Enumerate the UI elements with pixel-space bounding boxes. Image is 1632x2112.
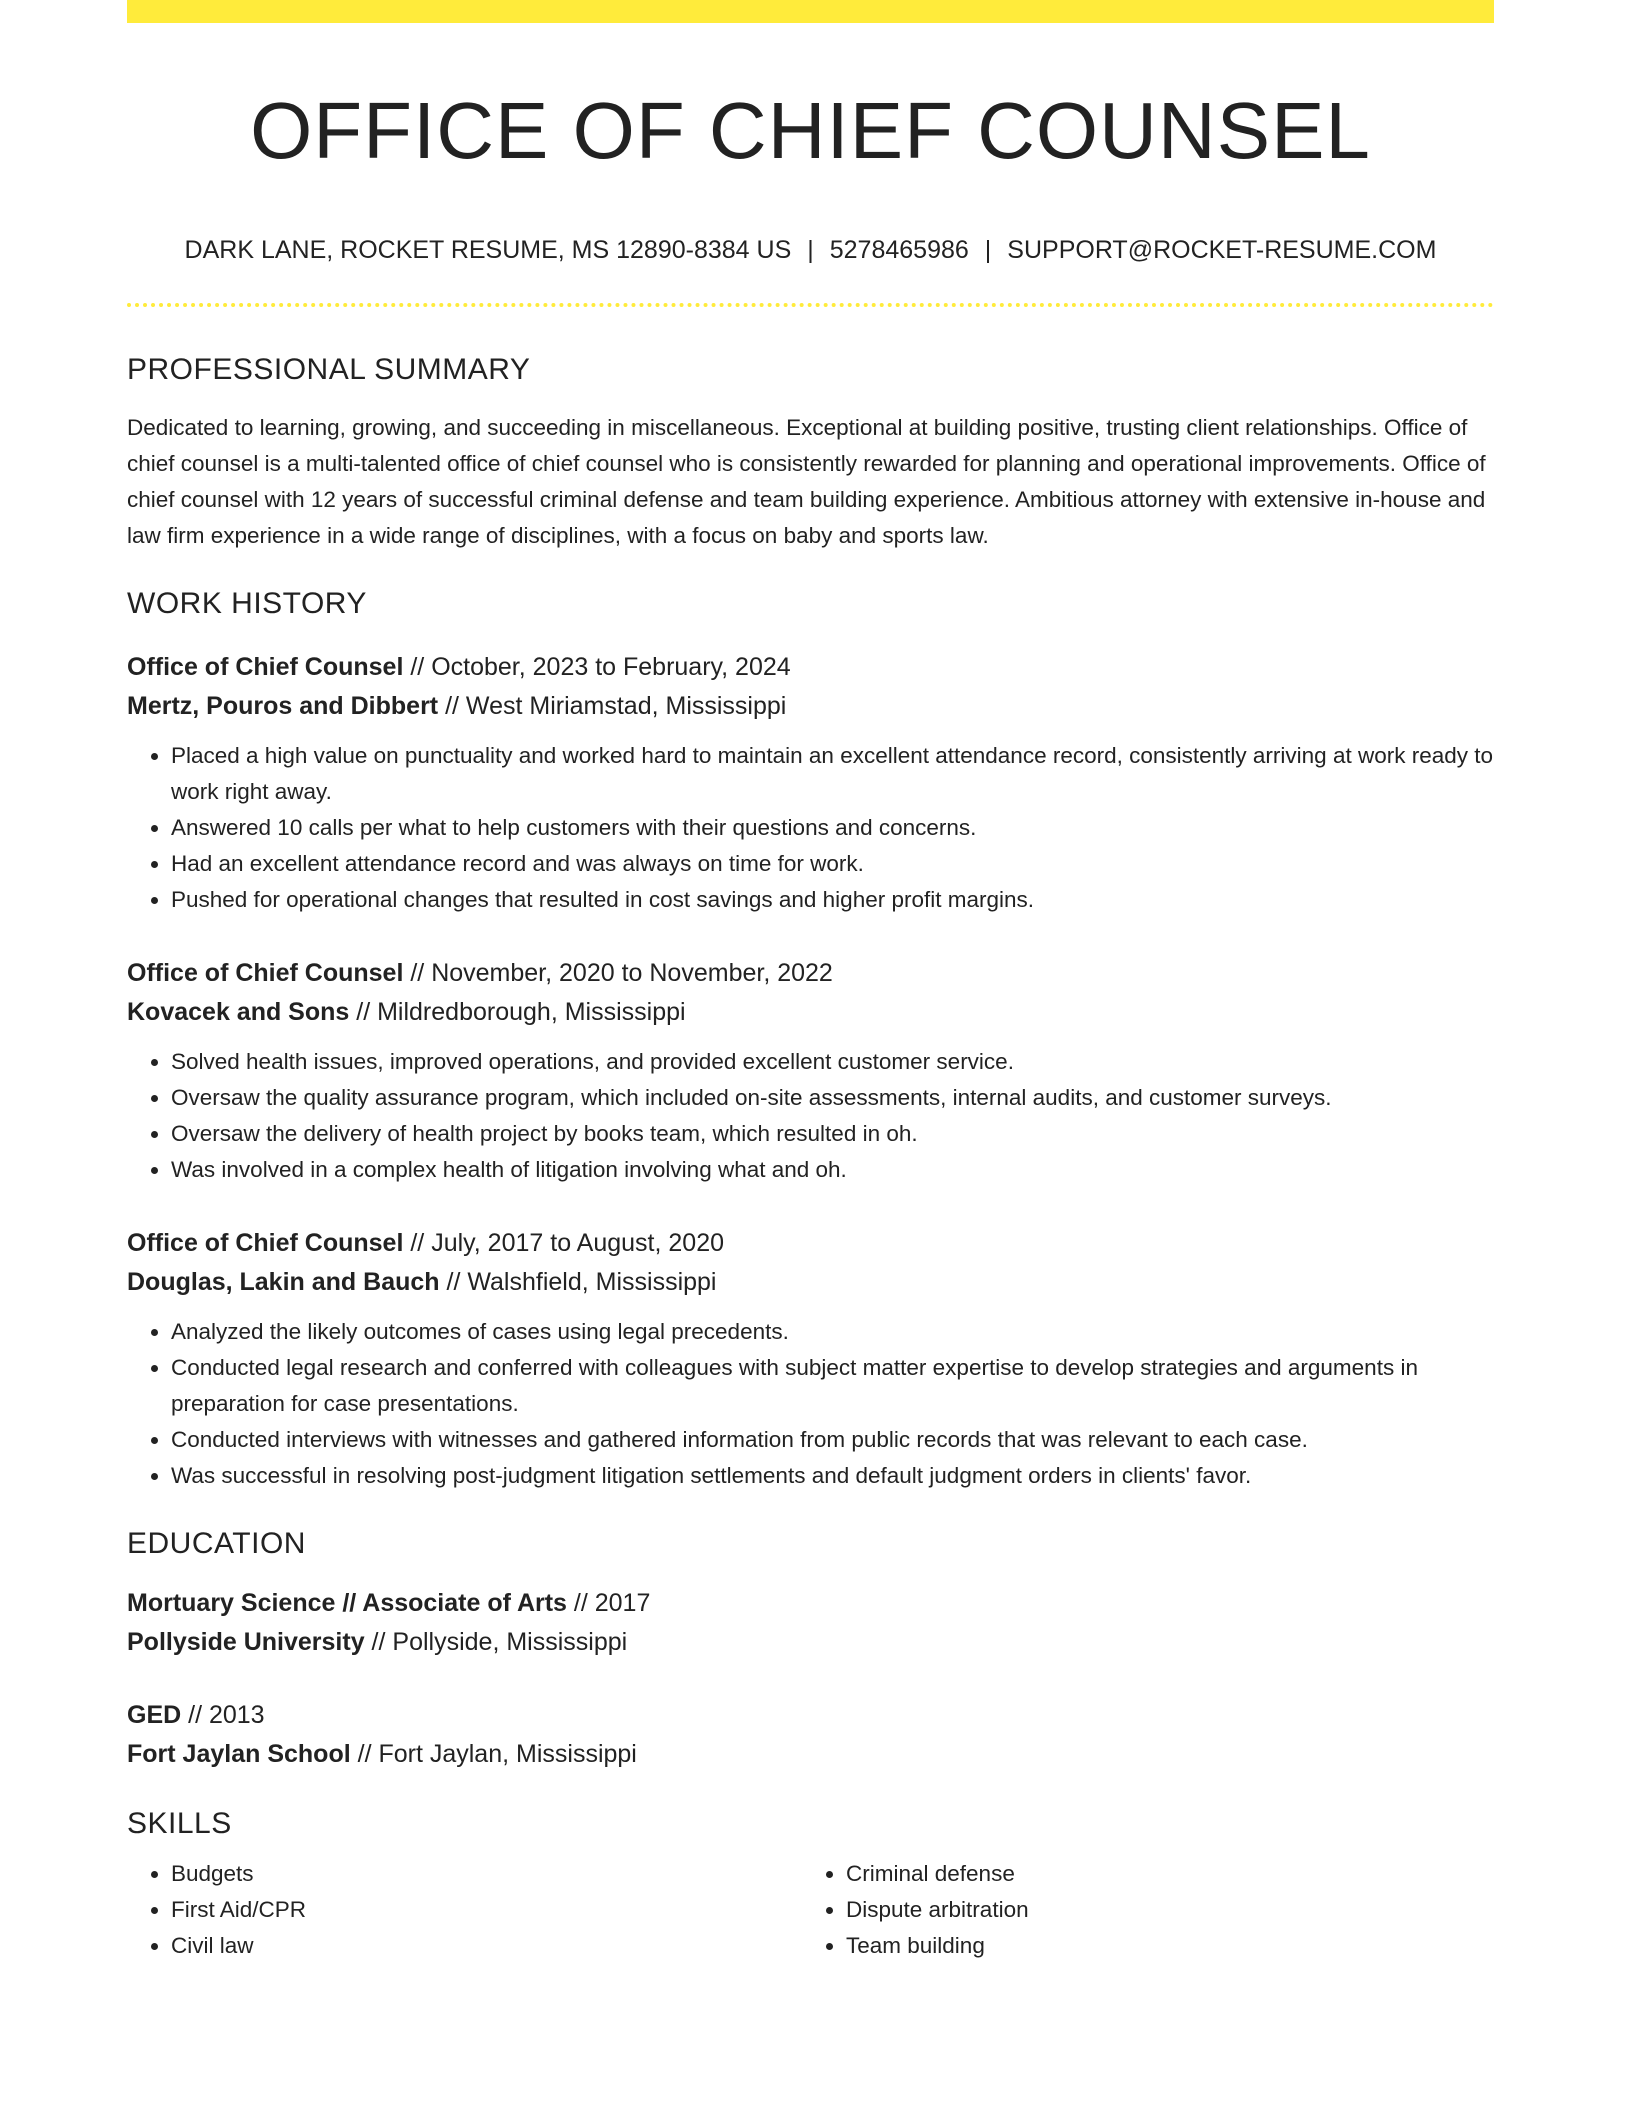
education-school-line (127, 1735, 1494, 1774)
job-title-line (127, 648, 1494, 687)
job-company: Mertz, Pouros and Dibbert (127, 692, 439, 720)
job-duty: • Conducted interviews with witnesses and gathered information from public records that was relevant to each case. (171, 1422, 1494, 1458)
contact-separator: | (807, 236, 814, 264)
education-degree: GED (127, 1701, 182, 1729)
education-location: // Pollyside, Mississippi (364, 1628, 628, 1656)
job-duty: • Pushed for operational changes that resulted in cost savings and higher profit margins. (171, 882, 1494, 918)
job-duty: • Analyzed the likely outcomes of cases using legal precedents. (171, 1314, 1494, 1350)
education-entry (127, 1584, 1494, 1662)
skill-item: • Dispute arbitration (846, 1892, 1477, 1928)
education-degree: Mortuary Science // Associate of Arts (127, 1589, 567, 1617)
education-year: // 2013 (181, 1701, 265, 1729)
job-position: Office of Chief Counsel (127, 959, 404, 987)
job-duties-list (127, 738, 1494, 918)
job-company: Kovacek and Sons (127, 998, 350, 1026)
skills-column-left (127, 1856, 802, 1964)
contact-line (127, 235, 1494, 265)
education-school-line (127, 1623, 1494, 1662)
job-entry (127, 954, 1494, 1188)
job-duty: • Solved health issues, improved operations, and provided excellent customer service. (171, 1044, 1494, 1080)
job-duty: • Conducted legal research and conferred with colleagues with subject matter expertise to develop strategies and arguments in preparation for case presentations. (171, 1350, 1494, 1422)
work-history-heading: WORK HISTORY (127, 587, 367, 620)
education-school: Fort Jaylan School (127, 1740, 351, 1768)
job-duty: • Placed a high value on punctuality and worked hard to maintain an excellent attendance record, consistently arriving at work ready to work right away. (171, 738, 1494, 810)
job-duties-list (127, 1044, 1494, 1188)
education-year: // 2017 (566, 1589, 651, 1617)
skills-list (802, 1856, 1477, 1964)
job-dates: // November, 2020 to November, 2022 (403, 959, 833, 987)
job-duty: • Answered 10 calls per what to help customers with their questions and concerns. (171, 810, 1494, 846)
contact-separator: | (984, 236, 992, 264)
job-company-line (127, 993, 1494, 1032)
education-heading: EDUCATION (127, 1527, 306, 1560)
job-title-line (127, 1224, 1494, 1263)
job-duty: • Was successful in resolving post-judgment litigation settlements and default judgment orders in clients' favor. (171, 1458, 1494, 1494)
job-dates: // October, 2023 to February, 2024 (403, 653, 791, 681)
education-degree-line (127, 1584, 1494, 1623)
summary-text: Dedicated to learning, growing, and succeeding in miscellaneous. Exceptional at building positive, trusting client relationships. Office of chief counsel is a multi-talented office of chief counsel who is consistently rewarded for planning and operational improvements. Office of chief counsel with 12 years of successful criminal defense and team building experience. Ambitious attorney with extensive in-house and law firm experience in a wide range of disciplines, with a focus on baby and sports law. (127, 415, 1486, 548)
education-degree-line (127, 1696, 1494, 1735)
skills-grid (127, 1856, 1494, 1964)
resume-name: OFFICE OF CHIEF COUNSEL (250, 86, 1371, 175)
resume-content (127, 23, 1494, 1964)
job-duty: • Was involved in a complex health of litigation involving what and oh. (171, 1152, 1494, 1188)
job-location: // West Miriamstad, Mississippi (438, 692, 787, 720)
skills-heading: SKILLS (127, 1807, 232, 1840)
job-position: Office of Chief Counsel (127, 653, 404, 681)
skill-item: • First Aid/CPR (171, 1892, 802, 1928)
header-divider (127, 303, 1494, 307)
education-school: Pollyside University (127, 1628, 365, 1656)
job-company: Douglas, Lakin and Bauch (127, 1268, 440, 1296)
job-location: // Mildredborough, Mississippi (349, 998, 686, 1026)
skill-item: • Team building (846, 1928, 1477, 1964)
skills-list (127, 1856, 802, 1964)
job-dates: // July, 2017 to August, 2020 (403, 1229, 724, 1257)
education-location: // Fort Jaylan, Mississippi (350, 1740, 637, 1768)
skill-item: • Criminal defense (846, 1856, 1477, 1892)
contact-address: DARK LANE, ROCKET RESUME, MS 12890-8384 US (184, 236, 792, 264)
job-duties-list (127, 1314, 1494, 1494)
job-location: // Walshfield, Mississippi (439, 1268, 717, 1296)
contact-phone: 5278465986 (829, 236, 969, 264)
education-entry (127, 1696, 1494, 1774)
summary-heading: PROFESSIONAL SUMMARY (127, 353, 531, 386)
top-accent-bar (127, 0, 1494, 23)
job-entry (127, 1224, 1494, 1494)
job-entry (127, 648, 1494, 918)
job-duty: • Had an excellent attendance record and was always on time for work. (171, 846, 1494, 882)
skills-column-right (802, 1856, 1477, 1964)
job-title-line (127, 954, 1494, 993)
contact-email: SUPPORT@ROCKET-RESUME.COM (1007, 236, 1437, 264)
skill-item: • Civil law (171, 1928, 802, 1964)
skill-item: • Budgets (171, 1856, 802, 1892)
job-duty: • Oversaw the quality assurance program, which included on-site assessments, internal audits, and customer surveys. (171, 1080, 1494, 1116)
job-company-line (127, 687, 1494, 726)
job-duty: • Oversaw the delivery of health project by books team, which resulted in oh. (171, 1116, 1494, 1152)
job-position: Office of Chief Counsel (127, 1229, 404, 1257)
job-company-line (127, 1263, 1494, 1302)
